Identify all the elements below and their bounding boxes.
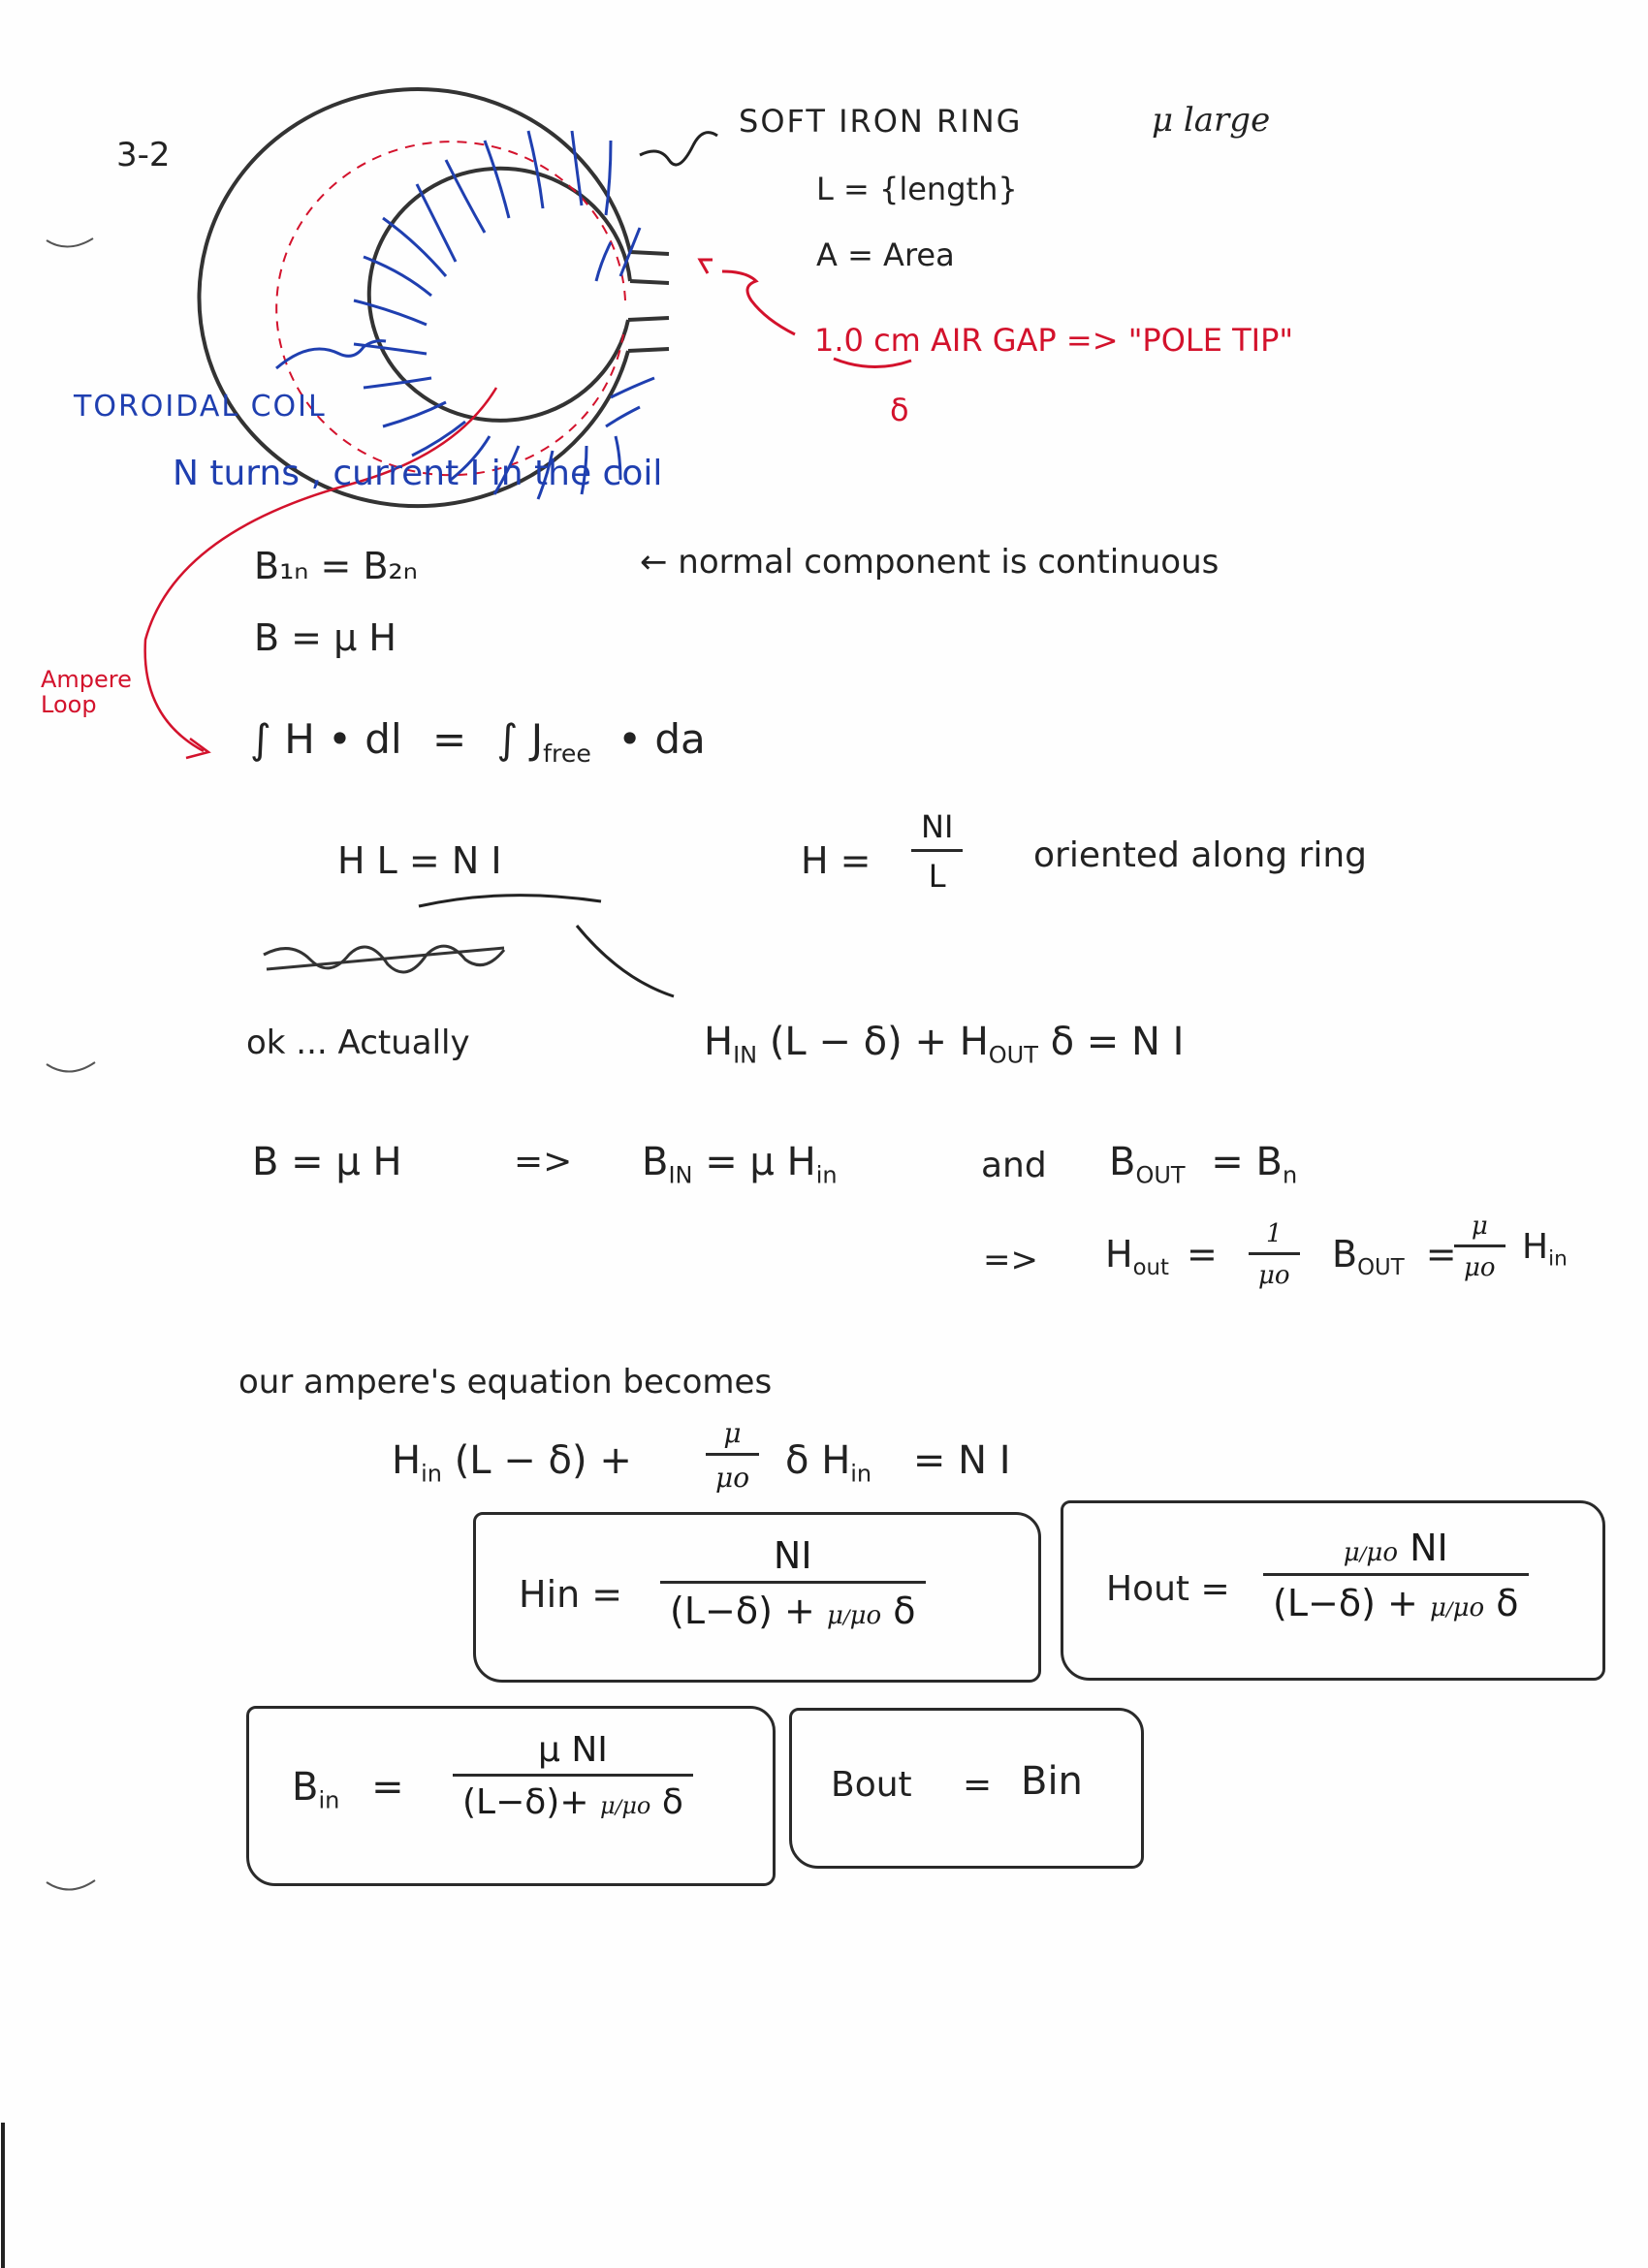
hl-underline [419, 896, 601, 906]
b-out-2 [1332, 1233, 1457, 1280]
hl-equals-ni: H L = N I [337, 839, 502, 882]
b-in-rest: = μ H [705, 1140, 816, 1184]
h-in-result-den: (L−δ) + μ/μo δ [660, 1581, 926, 1632]
equals-2: = [1425, 1233, 1457, 1276]
b-out-symbol: B [1109, 1140, 1136, 1184]
b-out-result-equals: = [963, 1765, 993, 1805]
h-in-subscript: IN [733, 1041, 758, 1069]
h-out-den-mu: μ [1429, 1593, 1446, 1622]
h-in-den-mu0: μo [849, 1601, 882, 1630]
b-in-den-mu: μ [599, 1792, 616, 1819]
combined-tail: δ H [785, 1438, 851, 1483]
h-in-symbol: H [704, 1020, 734, 1064]
toroid-diagram [199, 89, 669, 506]
b-in-result-letter: B [292, 1765, 319, 1810]
length-definition: L = {length} [816, 171, 1018, 207]
h-in-2-symbol: H [1522, 1227, 1549, 1267]
h-in-rest: (L − δ) + H [769, 1020, 989, 1064]
h-out-den-mu0: μo [1452, 1593, 1485, 1622]
gap-delta: δ [890, 392, 909, 428]
h-in-den-text: (L−δ) + [670, 1590, 815, 1632]
h-out-symbol [1105, 1233, 1218, 1280]
integral-subscript: free [543, 739, 591, 768]
combined-rest: (L − δ) + [454, 1438, 632, 1483]
h-in-den-delta: δ [893, 1590, 916, 1632]
b-in-equation [642, 1140, 838, 1188]
one-num: 1 [1266, 1219, 1283, 1248]
ring-pointer [640, 133, 717, 165]
mu0-den-3: μo [706, 1453, 759, 1494]
corrected-ampere-equation [704, 1020, 1184, 1068]
h-equals-label: H = [801, 839, 872, 882]
h-in-2 [1522, 1227, 1568, 1272]
air-gap-label: 1.0 cm AIR GAP => "POLE TIP" [814, 322, 1294, 359]
binder-hole-2 [47, 1062, 95, 1072]
b-out-result-label: Bout [831, 1765, 912, 1805]
b-in-result-box [246, 1706, 776, 1886]
combined-equation-right [785, 1438, 1011, 1487]
b-in-symbol: B [642, 1140, 669, 1184]
mu-over-mu0-2 [706, 1417, 759, 1494]
toroidal-coil-label: TOROIDAL COIL [74, 390, 327, 424]
hl-pointer [577, 926, 674, 996]
b-in-result-num: μ NI [537, 1730, 608, 1770]
normal-component-equation: B₁ₙ = B₂ₙ [254, 545, 418, 587]
h-in-tail: δ = N I [1050, 1020, 1185, 1064]
b-in-subscript: IN [668, 1161, 693, 1189]
gap-pointer [722, 271, 795, 334]
page-number: 3-2 [116, 136, 171, 174]
b-mu-h: B = μ H [254, 616, 396, 659]
h-out-subscript: OUT [988, 1041, 1038, 1069]
oriented-along-ring: oriented along ring [1033, 835, 1368, 875]
turns-current-label: N turns , current I in the coil [173, 454, 663, 493]
b-out-subscript: OUT [1135, 1161, 1186, 1189]
binder-hole-1 [47, 238, 93, 247]
h-in-result-num: NI [773, 1534, 812, 1577]
area-definition: A = Area [816, 236, 955, 273]
h-out-result-label: Hout = [1106, 1569, 1230, 1609]
b-out-equation [1109, 1140, 1297, 1188]
h-out-result-fraction [1263, 1527, 1529, 1624]
binder-hole-3 [47, 1880, 95, 1890]
combined-equals: = N I [912, 1438, 1011, 1483]
ring-label: SOFT IRON RING [739, 103, 1023, 140]
mu-num-1: μ [1471, 1212, 1488, 1241]
b-in-result-equals: = [371, 1765, 404, 1810]
h-in-result-fraction [660, 1534, 926, 1632]
h-out-equals: = [1187, 1233, 1218, 1276]
b-mu-h-vector: B = μ H [252, 1140, 402, 1184]
b-out-result-value: Bin [1021, 1759, 1083, 1804]
h-out-den-delta: δ [1496, 1582, 1519, 1624]
mu0-den-2: μo [1454, 1244, 1505, 1282]
h-in-result-label: Hin = [519, 1573, 623, 1616]
b-in-result-den: (L−δ)+ μ/μo δ [453, 1774, 693, 1822]
implies-arrow-2: => [983, 1241, 1038, 1279]
h-out-num-mu0: μo [1366, 1538, 1398, 1567]
h-out-den-text: (L−δ) + [1273, 1582, 1418, 1624]
ampere-becomes-text: our ampere's equation becomes [238, 1363, 773, 1402]
integral-tail: • da [618, 715, 706, 763]
h-out-line-subscript: out [1132, 1254, 1169, 1280]
h-out-num-ni: NI [1410, 1527, 1448, 1569]
b-out-result-box [789, 1708, 1144, 1869]
combined-h: H [392, 1438, 422, 1483]
h-fraction-den: L [911, 849, 963, 895]
ampere-loop-label: Ampere Loop [41, 666, 132, 718]
h-out-result-num: μ/μo NI [1343, 1527, 1448, 1569]
b-out-2-symbol: B [1332, 1233, 1358, 1276]
ampere-integral [250, 715, 706, 768]
mu-over-mu0-1 [1454, 1212, 1505, 1282]
ok-actually: ok ... Actually [246, 1024, 470, 1062]
b-in-den-text: (L−δ)+ [462, 1782, 589, 1822]
integral-left: ∫ H • dl [250, 715, 402, 763]
mu-large-label: μ large [1152, 101, 1271, 140]
combined-equation-left [392, 1438, 632, 1487]
h-in-result-box [473, 1512, 1041, 1683]
b-in-result-subscript: in [318, 1786, 340, 1814]
h-out-result-den: (L−δ) + μ/μo δ [1263, 1573, 1529, 1624]
h-in-subscript-small: in [815, 1161, 838, 1189]
b-out-eq-subscript: n [1282, 1161, 1298, 1189]
integral-right: ∫ J [496, 715, 544, 763]
h-in-den-mu: μ [826, 1601, 843, 1630]
b-in-result-label [292, 1765, 404, 1813]
b-out-2-subscript: OUT [1357, 1254, 1405, 1280]
integral-equals: = [431, 715, 467, 763]
one-over-mu0 [1249, 1219, 1300, 1290]
mu-num-2: μ [723, 1417, 742, 1449]
b-in-den-delta: δ [661, 1782, 683, 1822]
gap-brace [834, 359, 911, 367]
b-in-result-fraction [453, 1730, 693, 1822]
mu0-den-1: μo [1249, 1252, 1300, 1290]
combined-tail-subscript: in [850, 1460, 872, 1488]
coil-pointer [276, 341, 386, 368]
h-out-letter: H [1105, 1233, 1133, 1276]
and-word: and [981, 1146, 1047, 1185]
h-out-result-box [1061, 1500, 1605, 1681]
h-fraction-num: NI [921, 808, 954, 845]
h-fraction [911, 808, 963, 895]
b-in-den-mu0: μo [621, 1792, 651, 1819]
combined-h-subscript: in [421, 1460, 442, 1488]
h-out-num-mu: μ [1343, 1538, 1360, 1567]
b-out-equals: = B [1211, 1140, 1283, 1184]
h-in-2-subscript: in [1548, 1246, 1568, 1272]
normal-component-note: ← normal component is continuous [640, 543, 1220, 582]
implies-arrow-1: => [514, 1142, 573, 1181]
